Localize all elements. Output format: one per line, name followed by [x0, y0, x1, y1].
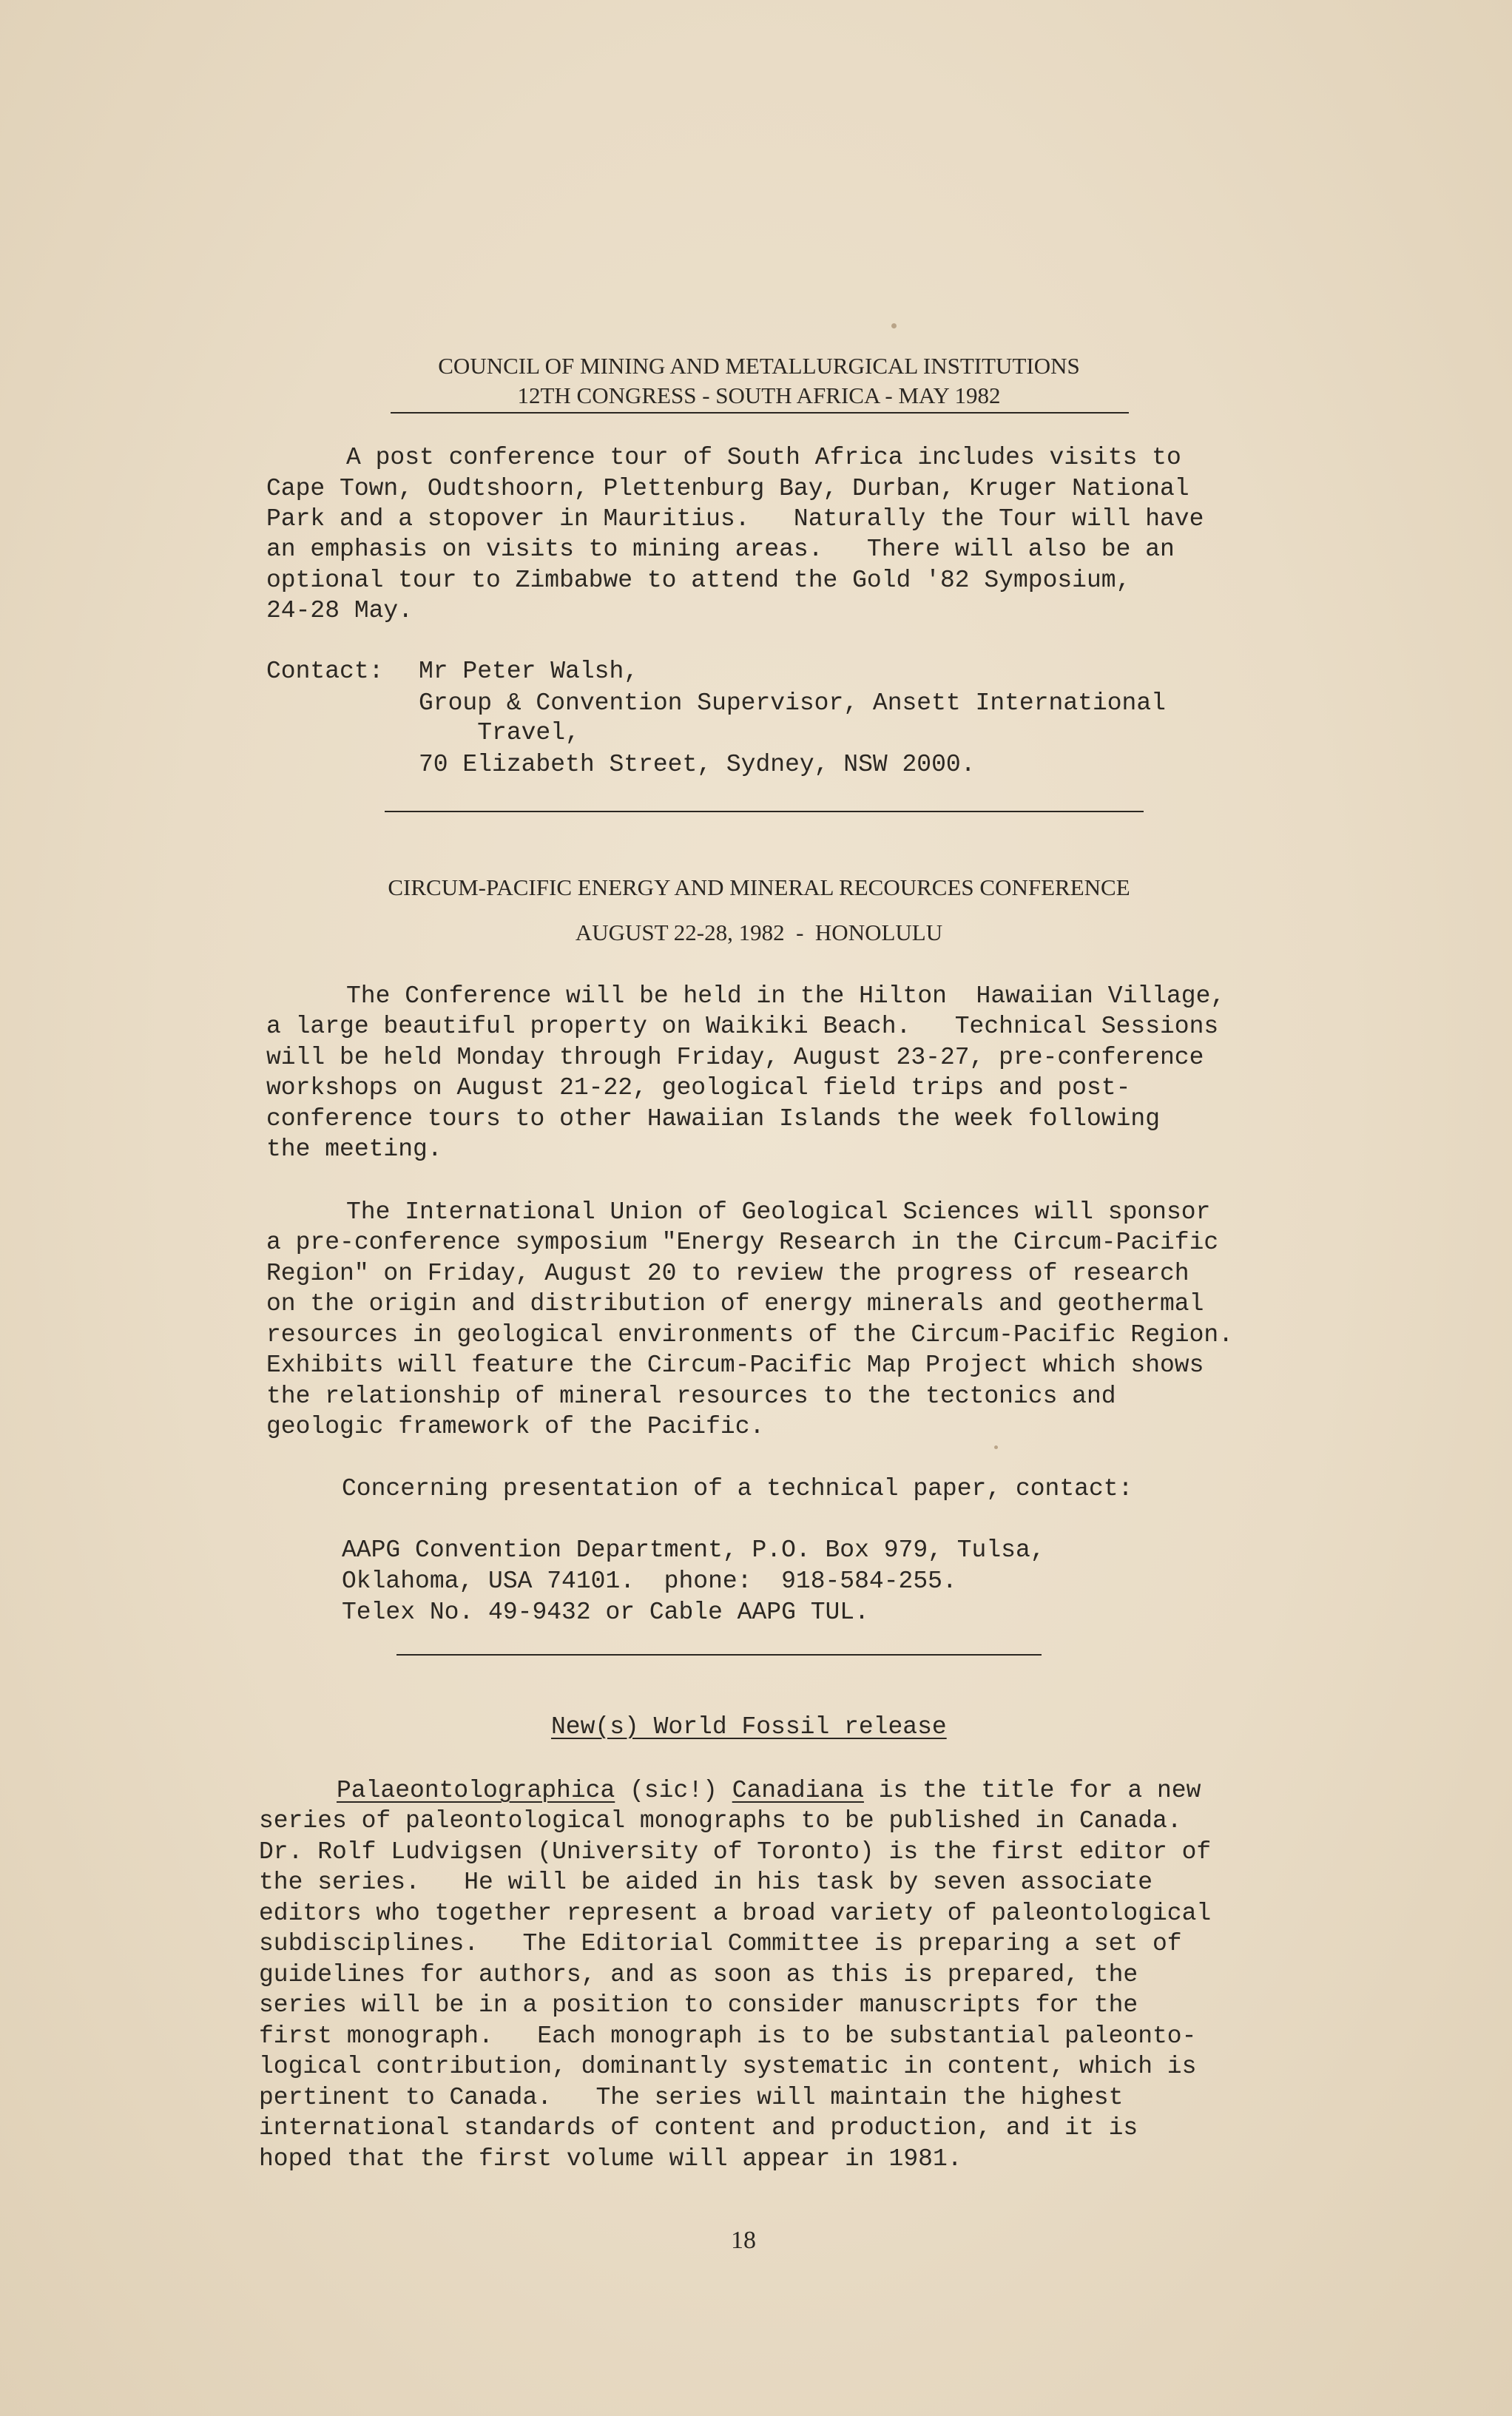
- section3-lead-line: [337, 1775, 1201, 1806]
- section2-para1-line-3: will be held Monday through Friday, August 23-27, pre-conference: [266, 1044, 1204, 1071]
- section2-para2-line-7: the relationship of mineral resources to the tectonics and: [266, 1383, 1116, 1410]
- address-line-3: Telex No. 49-9432 or Cable AAPG TUL.: [342, 1599, 869, 1626]
- paper-speck: [994, 1445, 998, 1449]
- lead-rest: is the title for a new: [863, 1777, 1201, 1804]
- contact-line-3: Travel,: [419, 719, 580, 746]
- section2-para2-line-2: a pre-conference symposium "Energy Research in the Circum-Pacific: [266, 1229, 1219, 1256]
- contact-line-4: 70 Elizabeth Street, Sydney, NSW 2000.: [419, 751, 976, 778]
- section2-para2-line-5: resources in geological environments of the Circum-Pacific Region.: [266, 1321, 1234, 1349]
- section1-line-5: optional tour to Zimbabwe to attend the Gold '82 Symposium,: [266, 567, 1131, 594]
- section-divider: [385, 811, 1144, 812]
- section3-line-3: the series. He will be aided in his task by seven associate: [259, 1869, 1152, 1896]
- section2-para1-line-2: a large beautiful property on Waikiki Beach. Technical Sessions: [266, 1013, 1219, 1040]
- contact-label: Contact:: [266, 658, 384, 685]
- section3-line-12: hoped that the first volume will appear in 1981.: [259, 2145, 962, 2173]
- section3-line-7: series will be in a position to consider manuscripts for the: [259, 1991, 1138, 2019]
- section2-para1-line-1: The Conference will be held in the Hilton Hawaiian Village,: [346, 982, 1226, 1010]
- paper-speck: [891, 323, 897, 328]
- section1-line-6: 24-28 May.: [266, 597, 414, 624]
- publication-title: Palaeontolographica: [337, 1777, 615, 1804]
- section3-line-5: subdisciplines. The Editorial Committee is preparing a set of: [259, 1930, 1182, 1957]
- section1-title: COUNCIL OF MINING AND METALLURGICAL INSTITUTIONS: [438, 353, 1080, 379]
- section2-para1-line-5: conference tours to other Hawaiian Islands the week following: [266, 1105, 1160, 1133]
- page-number: 18: [731, 2227, 756, 2254]
- section3-line-1: series of paleontological monographs to be published in Canada.: [259, 1807, 1182, 1835]
- section-divider: [396, 1654, 1042, 1656]
- section2-title: CIRCUM-PACIFIC ENERGY AND MINERAL RECOURCES CONFERENCE: [388, 874, 1130, 900]
- sic-note: (sic!): [615, 1777, 732, 1804]
- address-line-2: Oklahoma, USA 74101. phone: 918-584-255.: [342, 1568, 957, 1595]
- section1-line-1: A post conference tour of South Africa includes visits to: [346, 444, 1181, 471]
- section3-line-10: pertinent to Canada. The series will maintain the highest: [259, 2084, 1124, 2111]
- contact-line-1: Mr Peter Walsh,: [419, 658, 639, 685]
- section1-title-underline: [391, 412, 1129, 414]
- section3-title: New(s) World Fossil release: [551, 1713, 947, 1741]
- section3-line-2: Dr. Rolf Ludvigsen (University of Toronto) is the first editor of: [259, 1838, 1212, 1866]
- section2-para2-line-6: Exhibits will feature the Circum-Pacific Map Project which shows: [266, 1352, 1204, 1379]
- address-line-1: AAPG Convention Department, P.O. Box 979, Tulsa,: [342, 1536, 1045, 1564]
- section3-line-9: logical contribution, dominantly systematic in content, which is: [259, 2053, 1197, 2080]
- publication-title-2: Canadiana: [732, 1777, 864, 1804]
- section1-subtitle: 12TH CONGRESS - SOUTH AFRICA - MAY 1982: [517, 382, 1001, 408]
- section2-subtitle: AUGUST 22-28, 1982 - HONOLULU: [575, 920, 943, 945]
- section3-line-4: editors who together represent a broad variety of paleontological: [259, 1900, 1212, 1927]
- section2-para1-line-6: the meeting.: [266, 1136, 442, 1163]
- section2-para2-line-1: The International Union of Geological Sciences will sponsor: [346, 1198, 1211, 1226]
- section3-line-8: first monograph. Each monograph is to be substantial paleonto-: [259, 2022, 1197, 2050]
- contact-line-2: Group & Convention Supervisor, Ansett International: [419, 689, 1166, 717]
- section2-para1-line-4: workshops on August 21-22, geological field trips and post-: [266, 1074, 1131, 1101]
- section2-para2-line-4: on the origin and distribution of energy minerals and geothermal: [266, 1290, 1204, 1317]
- section3-line-6: guidelines for authors, and as soon as this is prepared, the: [259, 1961, 1138, 1988]
- section3-line-11: international standards of content and production, and it is: [259, 2114, 1138, 2142]
- section2-para2-line-3: Region" on Friday, August 20 to review the progress of research: [266, 1260, 1189, 1287]
- section1-line-3: Park and a stopover in Mauritius. Naturally the Tour will have: [266, 505, 1204, 533]
- section1-line-4: an emphasis on visits to mining areas. There will also be an: [266, 536, 1175, 563]
- section1-line-2: Cape Town, Oudtshoorn, Plettenburg Bay, Durban, Kruger National: [266, 475, 1189, 502]
- concerning-line: Concerning presentation of a technical paper, contact:: [342, 1475, 1133, 1502]
- section2-para2-line-8: geologic framework of the Pacific.: [266, 1413, 765, 1440]
